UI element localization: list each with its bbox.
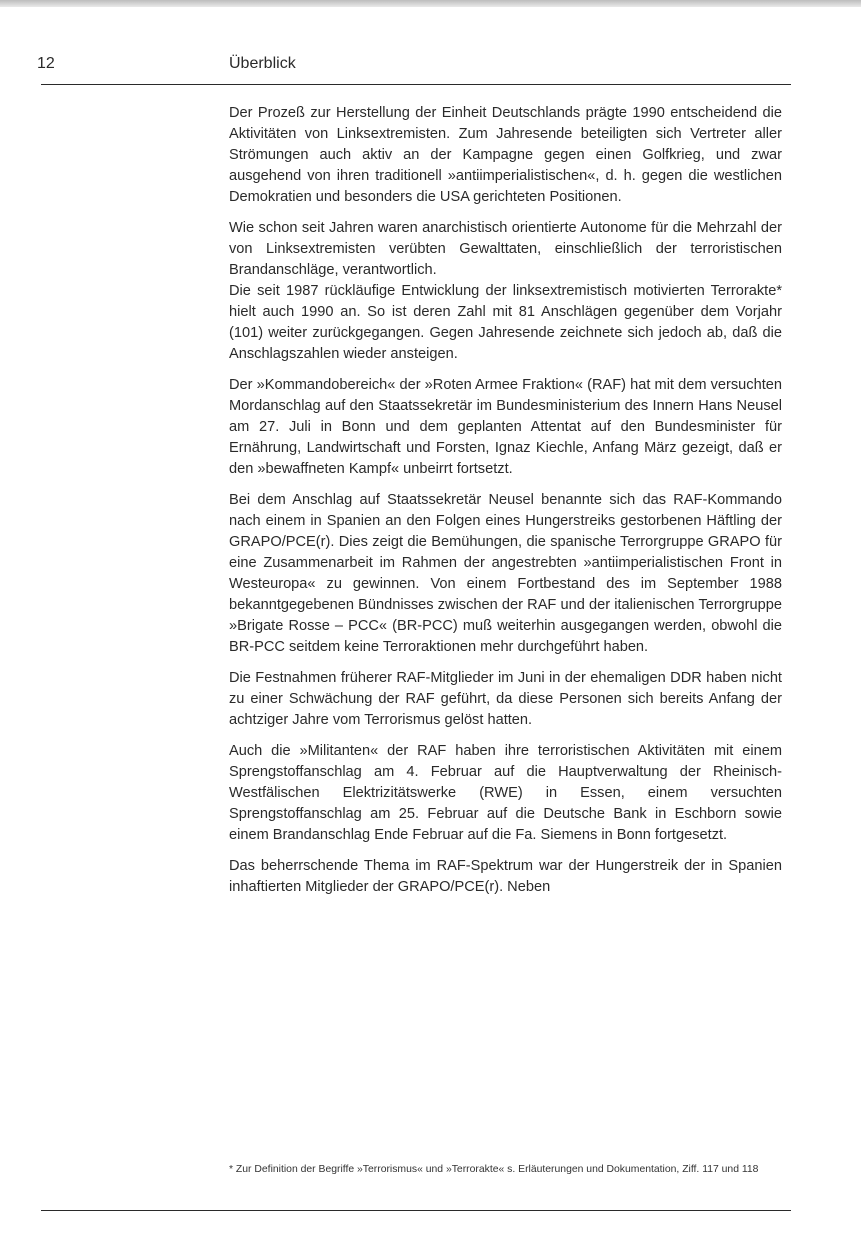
footnote: * Zur Definition der Begriffe »Terrorismus« und »Terrorakte« s. Erläuterungen und Dokumentation, Ziff. 117 und 118 [229,1164,759,1175]
paragraph-hungerstreik: Das beherrschende Thema im RAF-Spektrum war der Hungerstreik der in Spanien inhaftierten Mitglieder der GRAPO/PCE(r). Neben [229,858,782,895]
body-text [229,103,782,908]
paragraph-festnahmen: Die Festnahmen früherer RAF-Mitglieder im Juni in der ehemaligen DDR haben nicht zu einer Schwächung der RAF geführt, da diese Personen sich bereits Anfang der achtziger Jahre vom Terrorismus gelöst hatten. [229,670,782,728]
paragraph-kommandobereich: Der »Kommandobereich« der »Roten Armee Fraktion« (RAF) hat mit dem versuchten Mordanschlag auf den Staatssekretär im Bundesministerium des Innern Hans Neusel am 27. Juli in Bonn und dem geplanten Attentat auf den Bundesminister für Ernährung, Landwirtschaft und Forsten, Ignaz Kiechle, Anfang März gezeigt, daß er den »bewaffneten Kampf« unbeirrt fortsetzt. [229,377,782,477]
paragraph-anschlag-neusel: Bei dem Anschlag auf Staatssekretär Neusel benannte sich das RAF-Kommando nach einem in Spanien an den Folgen eines Hungerstreiks gestorbenen Häftling der GRAPO/PCE(r). Dies zeigt die Bemühungen, die spanische Terrorgruppe GRAPO für eine Zusammenarbeit im Rahmen der angestrebten »antiimperialistischen Front in Westeuropa« zu gewinnen. Von einem Fortbestand des im September 1988 bekanntgegebenen Bündnisses zwischen der RAF und der italienischen Terrorgruppe »Brigate Rosse – PCC« (BR-PCC) muß weiterhin ausgegangen werden, obwohl die BR-PCC seitdem keine Terroraktionen mehr durchgeführt haben. [229,492,782,655]
page-top-edge [0,0,861,7]
running-header-title: Überblick [229,55,296,72]
page-number: 12 [37,55,55,72]
footer-rule [41,1210,791,1211]
paragraph-prozess-einheit: Der Prozeß zur Herstellung der Einheit Deutschlands prägte 1990 entscheidend die Aktivitäten von Linksextremisten. Zum Jahresende beteiligten sich Vertreter aller Strömungen auch aktiv an der Kampagne gegen einen Golfkrieg, und zwar ausgehend von ihren traditionell »antiimperialistischen«, d. h. gegen die westlichen Demokratien und besonders die USA gerichteten Positionen. [229,105,782,205]
header-rule [41,84,791,85]
paragraph-militanten: Auch die »Militanten« der RAF haben ihre terroristischen Aktivitäten mit einem Sprengstoffanschlag am 4. Februar auf die Hauptverwaltung der Rheinisch-Westfälischen Elektrizitätswerke (RWE) in Essen, einem versuchten Sprengstoffanschlag am 25. Februar auf die Deutsche Bank in Eschborn sowie einem Brandanschlag Ende Februar auf die Fa. Siemens in Bonn fortgesetzt. [229,743,782,843]
paragraph-terrorakte: Die seit 1987 rückläufige Entwicklung der linksextremistisch motivierten Terrorakte* hielt auch 1990 an. So ist deren Zahl mit 81 Anschlägen gegenüber dem Vorjahr (101) weiter zurückgegangen. Gegen Jahresende zeichnete sich jedoch ab, daß die Anschlagszahlen wieder ansteigen. [229,283,782,362]
paragraph-autonome: Wie schon seit Jahren waren anarchistisch orientierte Autonome für die Mehrzahl der von Linksextremisten verübten Gewalttaten, einschließlich der terroristischen Brandanschläge, verantwortlich. [229,220,782,278]
